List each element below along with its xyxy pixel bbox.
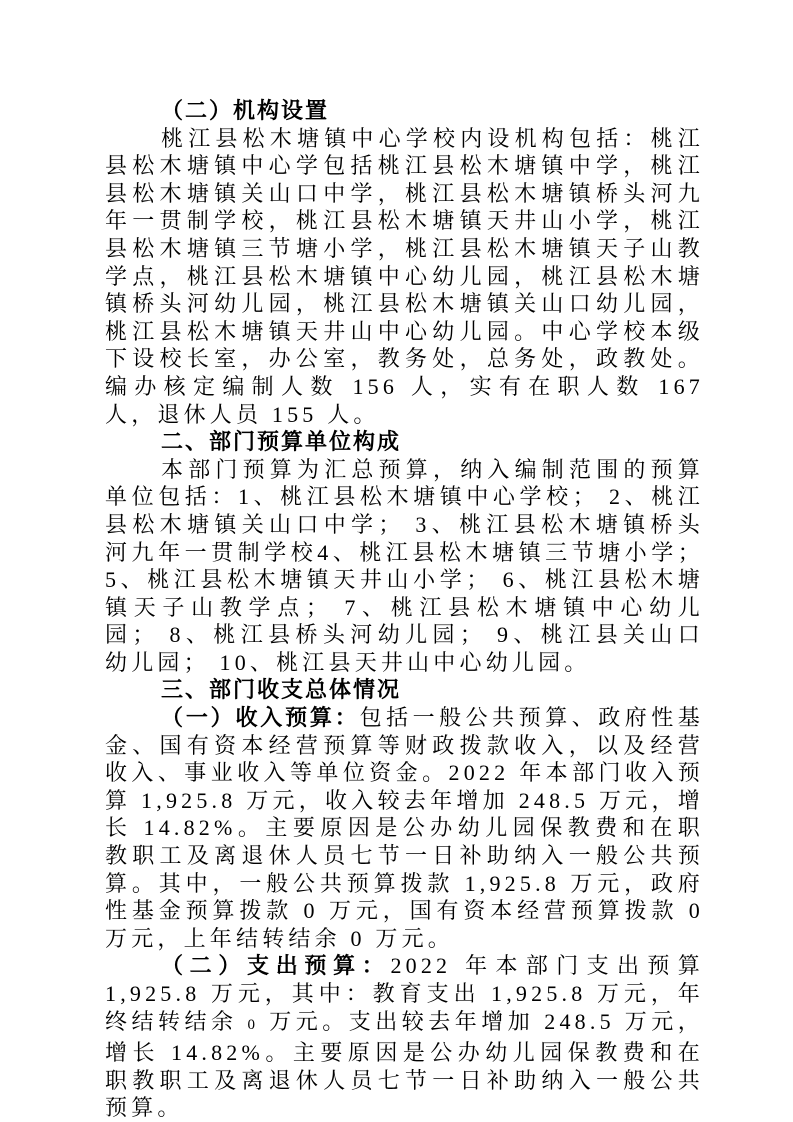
paragraph-budget-units: 本部门预算为汇总预算，纳入编制范围的预算单位包括：1、桃江县松木塘镇中心学校； 2、桃江县松木塘镇关山口中学； 3、桃江县松木塘镇桥头河九年一贯制学校4、桃江县松木塘镇三节塘小学； 5、桃江县松木塘镇天井山小学； 6、桃江县松木塘镇天子山教学点； 7、桃江县松木塘镇中心幼儿园； 8、桃江县桥头河幼儿园； 9、桃江县关山口幼儿园； 10、桃江县天井山中心幼儿园。 [105, 456, 704, 675]
expense-budget-lead-label: （二）支出预算： [161, 953, 391, 979]
expense-budget-text-part2: 万元。支出较去年增加 248.5 万元，增长 14.82%。主要原因是公办幼儿园保教费和在职教职工及离退休人员七节一日补助纳入一般公共预算。 [105, 1008, 705, 1121]
section-heading-overview: 三、部门收支总体情况 [161, 677, 402, 703]
paragraph-expense-budget [105, 952, 704, 1122]
section-heading-org-setup: （二）机构设置 [161, 98, 330, 123]
paragraph-org-setup: 桃江县松木塘镇中心学校内设机构包括：桃江县松木塘镇中心学包括桃江县松木塘镇中学，桃江县松木塘镇关山口中学，桃江县松木塘镇桥头河九年一贯制学校，桃江县松木塘镇天井山小学，桃江县松木塘镇三节塘小学，桃江县松木塘镇天子山教学点，桃江县松木塘镇中心幼儿园，桃江县松木塘镇桥头河幼儿园，桃江县松木塘镇关山口幼儿园，桃江县松木塘镇天井山中心幼儿园。中心学校本级下设校长室，办公室，教务处，总务处，政教处。编办核定编制人数 156 人，实有在职人数 167 人，退休人员 155 人。 [105, 125, 704, 427]
expense-year-end-balance-value: 0 [247, 1016, 260, 1033]
income-budget-lead-label: （一）收入预算： [161, 705, 360, 731]
document-body [105, 97, 704, 1122]
paragraph-income-budget [105, 704, 704, 952]
income-budget-text: 包括一般公共预算、政府性基金、国有资本经营预算等财政拨款收入，以及经营收入、事业收入等单位资金。2022 年本部门收入预算 1,925.8 万元，收入较去年增加 248.5 万元，增长 14.82%。主要原因是公办幼儿园保教费和在职教职工及离退休人员七节一日补助纳入一般公共预算。其中，一般公共预算拨款 1,925.8 万元，政府性基金预算拨款 0 万元，国有资本经营预算拨款 0 万元，上年结转结余 0 万元。 [105, 705, 704, 951]
section-heading-budget-units: 二、部门预算单位构成 [161, 429, 402, 455]
expense-budget-text-part1: 2022 年本部门支出预算 1,925.8 万元，其中：教育支出 1,925.8 万元，年终结转结余 [105, 953, 704, 1034]
